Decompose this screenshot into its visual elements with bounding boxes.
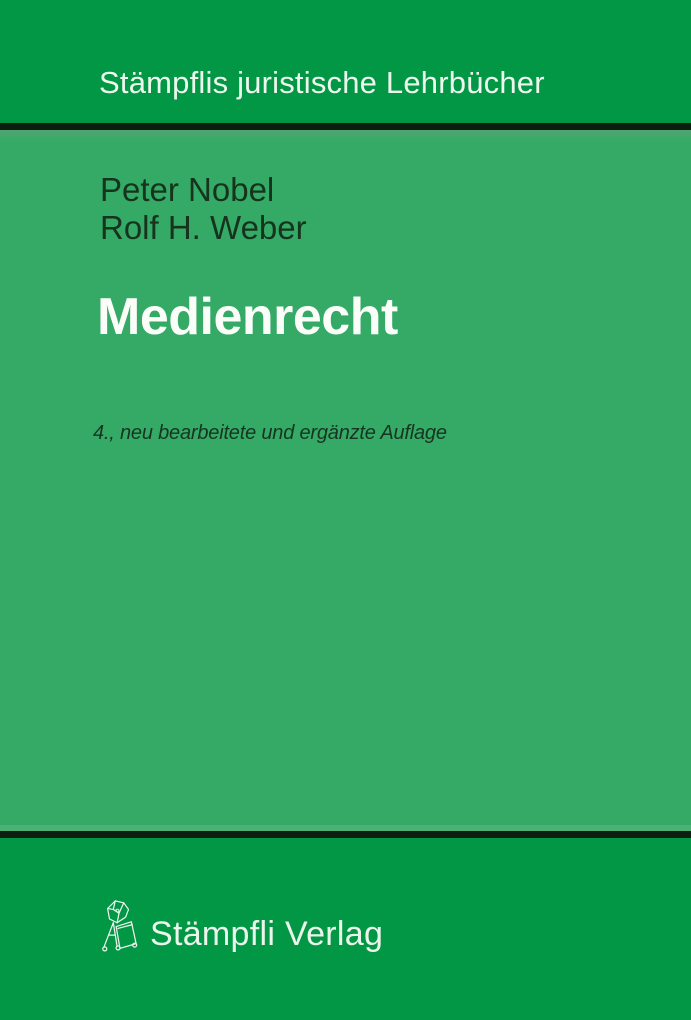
series-band: [0, 0, 691, 123]
author-line-2: Rolf H. Weber: [100, 209, 307, 246]
book-title: Medienrecht: [97, 288, 398, 346]
author-line-1: Peter Nobel: [100, 171, 275, 208]
edition-note: 4., neu bearbeitete und ergänzte Auflage: [93, 422, 447, 444]
top-divider-highlight: [0, 130, 691, 143]
series-title: Stämpflis juristische Lehrbücher: [99, 65, 545, 100]
bottom-divider-rule: [0, 831, 691, 838]
author-list: [100, 171, 307, 247]
publisher-name: Stämpfli Verlag: [150, 915, 384, 953]
publisher-block: [100, 896, 500, 956]
stampfli-printer-figure-icon: [100, 899, 138, 956]
top-divider-rule: [0, 123, 691, 130]
